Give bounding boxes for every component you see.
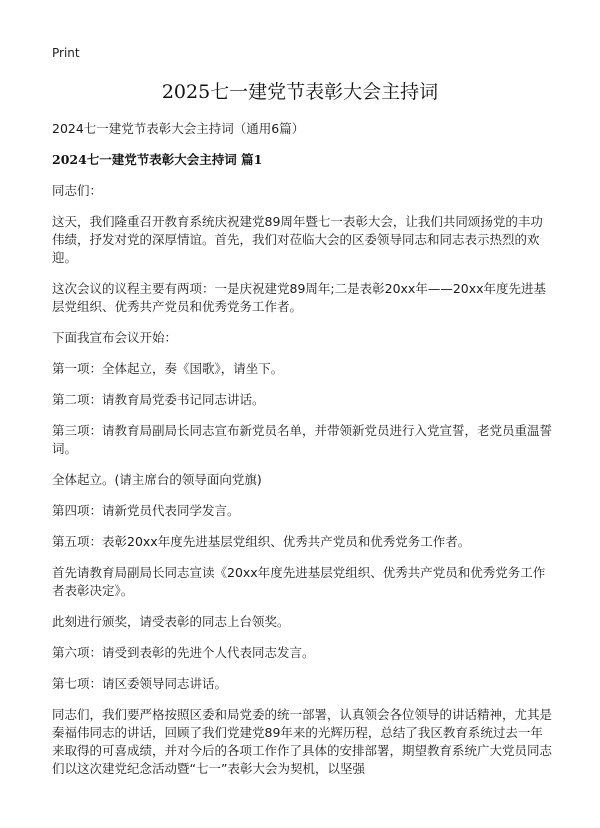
- paragraph-item-3: 第三项：请教育局副局长同志宣布新党员名单，并带领新党员进行入党宣誓，老党员重温誓词。: [52, 423, 553, 456]
- document-subtitle: 2024七一建党节表彰大会主持词（通用6篇）: [52, 121, 305, 136]
- paragraph-item-6: 第六项：请受到表彰的先进个人代表同志发言。: [52, 645, 315, 660]
- paragraph-item-7: 第七项：请区委领导同志讲话。: [52, 676, 228, 691]
- paragraph-item-2: 第二项：请教育局党委书记同志讲话。: [52, 392, 265, 407]
- paragraph-all-stand: 全体起立。(请主席台的领导面向党旗): [52, 472, 262, 487]
- paragraph-awards: 此刻进行颁奖，请受表彰的同志上台领奖。: [52, 614, 290, 629]
- document-body: [52, 120, 552, 791]
- paragraph-greeting: 同志们：: [52, 183, 103, 198]
- paragraph-opening: 这天，我们隆重召开教育系统庆祝建党89周年暨七一表彰大会，让我们共同颂扬党的丰功伟绩，抒发对党的深厚情谊。首先，我们对莅临大会的区委领导同志和同志表示热烈的欢迎。: [52, 214, 543, 265]
- paragraph-read-decision: 首先请教育局副局长同志宣读《20xx年度先进基层党组织、优秀共产党员和优秀党务工作者表彰决定》。: [52, 565, 546, 598]
- paragraph-item-5: 第五项：表彰20xx年度先进基层党组织、优秀共产党员和优秀党务工作者。: [52, 534, 471, 549]
- paragraph-item-4: 第四项：请新党员代表同学发言。: [52, 503, 240, 518]
- paragraph-announce-start: 下面我宣布会议开始：: [52, 330, 178, 345]
- section-heading: 2024七一建党节表彰大会主持词 篇1: [52, 152, 263, 167]
- print-link[interactable]: Print: [52, 46, 80, 60]
- document-title: 2025七一建党节表彰大会主持词: [161, 81, 439, 103]
- paragraph-closing: 同志们，我们要严格按照区委和局党委的统一部署，认真领会各位领导的讲话精神，尤其是秦福伟同志的讲话，回顾了我们党建党89年来的光辉历程，总结了我区教育系统过去一年来取得的可喜成绩，并对今后的各项工作作了具体的安排部署，期望教育系统广大党员同志们以这次建党纪念活动暨“七一”表彰大会为契机，以坚强: [52, 707, 553, 776]
- paragraph-item-1: 第一项：全体起立，奏《国歌》，请坐下。: [52, 361, 284, 376]
- paragraph-agenda: 这次会议的议程主要有两项：一是庆祝建党89周年;二是表彰20xx年——20xx年度先进基层党组织、优秀共产党员和优秀党务工作者。: [52, 281, 547, 314]
